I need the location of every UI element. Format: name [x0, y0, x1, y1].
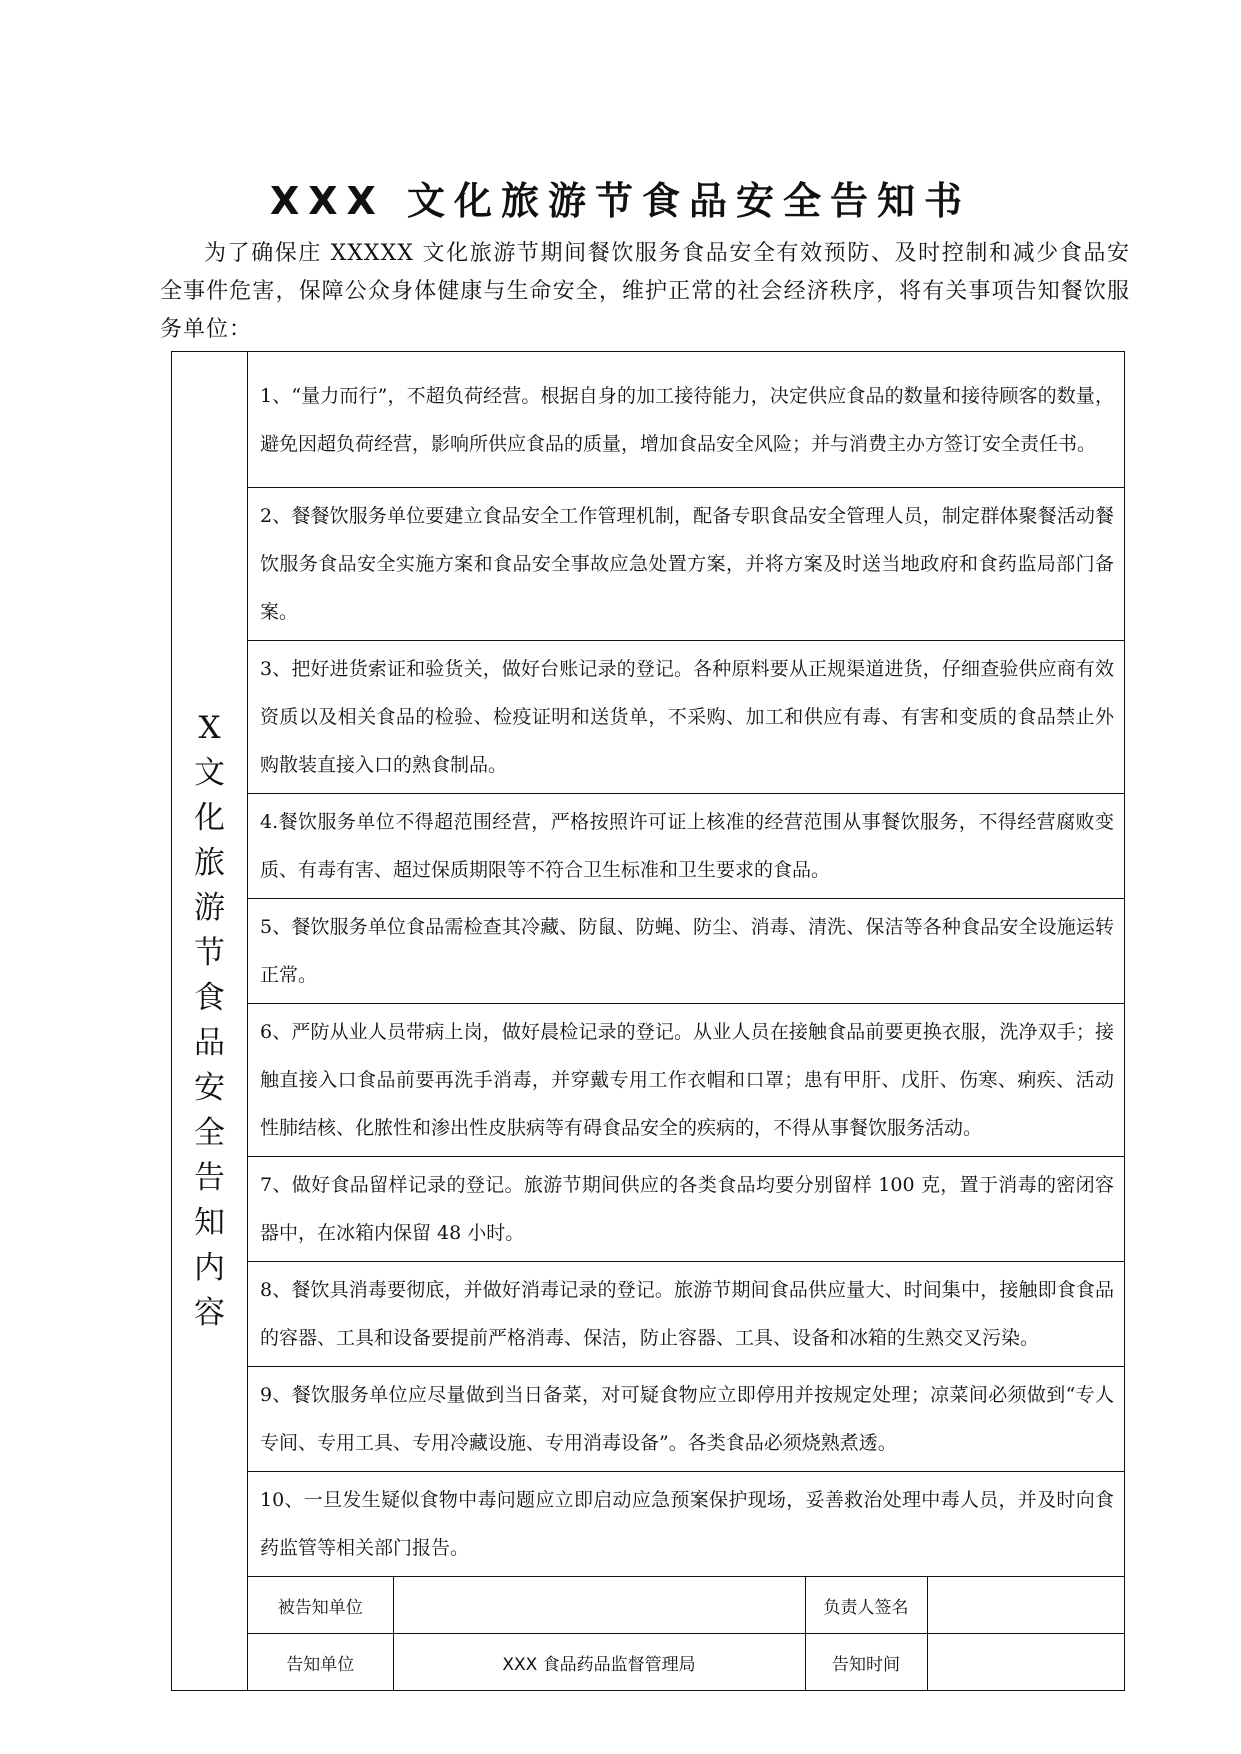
- intro-paragraph: 为了确保庄 XXXXX 文化旅游节期间餐饮服务食品安全有效预防、及时控制和减少食品安全事件危害，保障公众身体健康与生命安全，维护正常的社会经济秩序，将有关事项告知餐饮服务单位：: [160, 241, 1130, 342]
- signature-table: [248, 1577, 1124, 1690]
- notified-unit-label: 被告知单位: [248, 1577, 393, 1634]
- notice-item-2: 2、餐餐饮服务单位要建立食品安全工作管理机制，配备专职食品安全管理人员，制定群体聚餐活动餐饮服务食品安全实施方案和食品安全事故应急处置方案，并将方案及时送当地政府和食药监局部门备案。: [248, 488, 1125, 641]
- notice-time-label: 告知时间: [805, 1634, 927, 1691]
- notice-row: [172, 899, 1125, 1004]
- notice-row: [172, 1157, 1125, 1262]
- signature-row: [248, 1577, 1124, 1634]
- notifying-unit-label: 告知单位: [248, 1634, 393, 1691]
- signature-section: [248, 1577, 1125, 1691]
- notice-table: [171, 351, 1125, 1691]
- notice-item-8: 8、餐饮具消毒要彻底，并做好消毒记录的登记。旅游节期间食品供应量大、时间集中，接触即食食品的容器、工具和设备要提前严格消毒、保洁，防止容器、工具、设备和冰箱的生熟交叉污染。: [248, 1262, 1125, 1367]
- notice-item-5: 5、餐饮服务单位食品需检查其冷藏、防鼠、防蝇、防尘、消毒、清洗、保洁等各种食品安全设施运转正常。: [248, 899, 1125, 1004]
- notice-row: [172, 794, 1125, 899]
- notice-time-field[interactable]: [927, 1634, 1124, 1691]
- notice-item-1: 1、“量力而行”，不超负荷经营。根据自身的加工接待能力，决定供应食品的数量和接待顾客的数量，避免因超负荷经营，影响所供应食品的质量，增加食品安全风险；并与消费主办方签订安全责任书。: [248, 352, 1125, 488]
- notice-row: [172, 1004, 1125, 1157]
- notified-unit-field[interactable]: [393, 1577, 805, 1634]
- signature-row: [248, 1634, 1124, 1691]
- notice-row: [172, 641, 1125, 794]
- side-label: X文化旅游节食品安全告知内容: [194, 710, 225, 1331]
- notice-item-10: 10、一旦发生疑似食物中毒问题应立即启动应急预案保护现场，妥善救治处理中毒人员，并及时向食药监管等相关部门报告。: [248, 1472, 1125, 1577]
- responsible-sign-label: 负责人签名: [805, 1577, 927, 1634]
- notifying-unit-value: XXX 食品药品监督管理局: [393, 1634, 805, 1691]
- notice-item-7: 7、做好食品留样记录的登记。旅游节期间供应的各类食品均要分别留样 100 克，置于消毒的密闭容器中，在冰箱内保留 48 小时。: [248, 1157, 1125, 1262]
- notice-item-9: 9、餐饮服务单位应尽量做到当日备菜，对可疑食物应立即停用并按规定处理；凉菜间必须做到“专人 专间、专用工具、专用冷藏设施、专用消毒设备”。各类食品必须烧熟煮透。: [248, 1367, 1125, 1472]
- notice-row: [172, 488, 1125, 641]
- document-title: XXX 文化旅游节食品安全告知书: [269, 179, 972, 223]
- responsible-sign-field[interactable]: [927, 1577, 1124, 1634]
- notice-row: [172, 352, 1125, 488]
- notice-row: [172, 1367, 1125, 1472]
- notice-item-3: 3、把好进货索证和验货关，做好台账记录的登记。各种原料要从正规渠道进货，仔细查验供应商有效资质以及相关食品的检验、检疫证明和送货单，不采购、加工和供应有毒、有害和变质的食品禁止外购散装直接入口的熟食制品。: [248, 641, 1125, 794]
- footer-row: [172, 1577, 1125, 1691]
- notice-row: [172, 1262, 1125, 1367]
- notice-item-4: 4.餐饮服务单位不得超范围经营，严格按照许可证上核准的经营范围从事餐饮服务，不得经营腐败变质、有毒有害、超过保质期限等不符合卫生标准和卫生要求的食品。: [248, 794, 1125, 899]
- notice-row: [172, 1472, 1125, 1577]
- notice-item-6: 6、严防从业人员带病上岗，做好晨检记录的登记。从业人员在接触食品前要更换衣服，洗净双手；接触直接入口食品前要再洗手消毒，并穿戴专用工作衣帽和口罩；患有甲肝、戊肝、伤寒、痢疾、活动性肺结核、化脓性和渗出性皮肤病等有碍食品安全的疾病的，不得从事餐饮服务活动。: [248, 1004, 1125, 1157]
- side-label-cell: [172, 352, 248, 1691]
